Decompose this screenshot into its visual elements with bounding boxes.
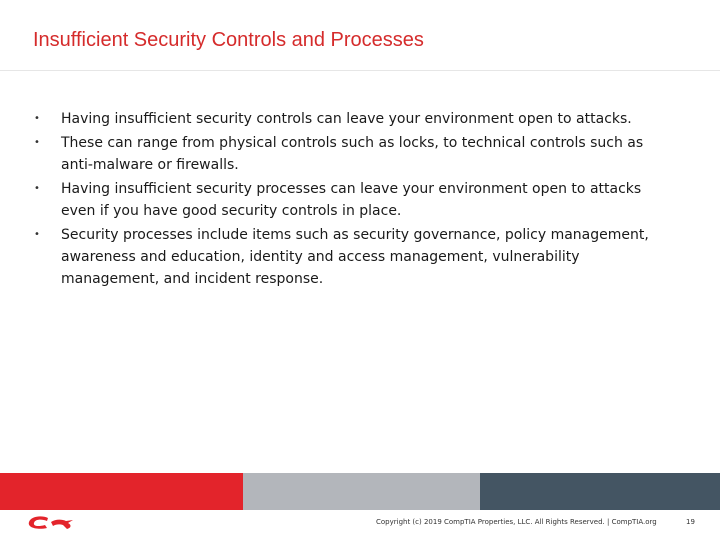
bullet-item <box>34 108 674 130</box>
footer-bar-slate <box>480 473 720 510</box>
bullet-text: Having insufficient security controls can leave your environment open to attacks. <box>61 111 632 127</box>
footer-bar-red <box>0 473 243 510</box>
bullet-text: Security processes include items such as security governance, policy management, awareness and education, identity and access management, vulnerability management, and incident response. <box>61 227 649 287</box>
bullet-item <box>34 178 674 222</box>
bullet-list <box>34 108 674 292</box>
copyright-text: Copyright (c) 2019 CompTIA Properties, LLC. All Rights Reserved. | CompTIA.org <box>376 518 657 526</box>
bullet-marker: • <box>34 113 40 124</box>
slide-title: Insufficient Security Controls and Processes <box>33 29 424 51</box>
footer-bar-gray <box>243 473 480 510</box>
bullet-text: These can range from physical controls such as locks, to technical controls such as anti-malware or firewalls. <box>61 135 644 173</box>
title-divider <box>0 70 720 71</box>
bullet-item <box>34 132 674 176</box>
bullet-marker: • <box>34 229 40 240</box>
page-number: 19 <box>686 518 695 526</box>
comptia-logo-icon <box>26 513 76 533</box>
bullet-text: Having insufficient security processes can leave your environment open to attacks even if you have good security controls in place. <box>61 181 642 219</box>
bullet-item <box>34 224 674 290</box>
bullet-marker: • <box>34 183 40 194</box>
bullet-marker: • <box>34 137 40 148</box>
